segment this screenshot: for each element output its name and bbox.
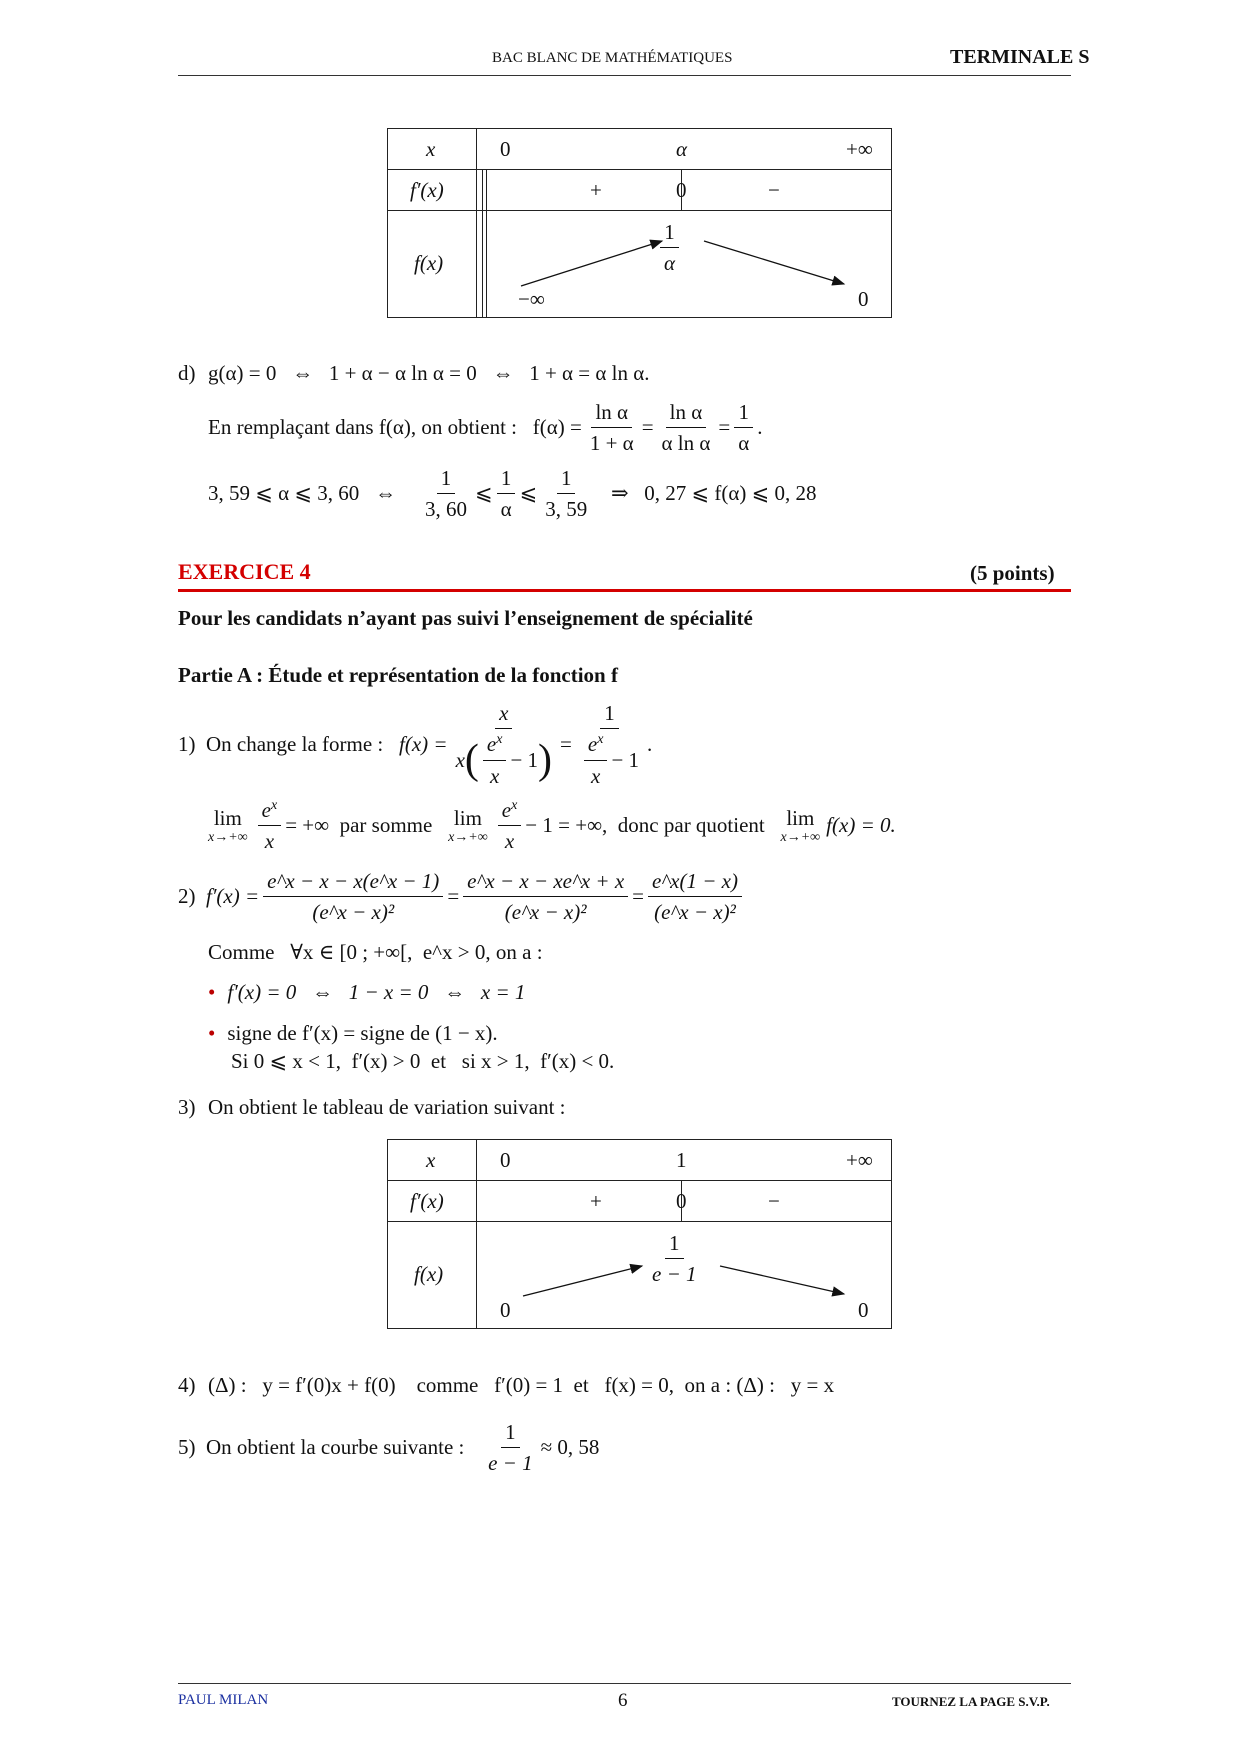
q1-limits: lim x→+∞ $\frac{e^x}{x}$ = +∞ par somme lim x→+∞ $\frac{e^x}{x}$ − 1 = +∞, donc par quotient lim x→+∞ f(x) = 0.	[208, 798, 896, 854]
t1-sign-plus: +	[590, 178, 602, 202]
t1-x-label: x	[426, 137, 436, 161]
header-title: BAC BLANC DE MATHÉMATIQUES	[492, 50, 733, 66]
q2-bullet2-line2: Si 0 ⩽ x < 1, f′(x) > 0 et si x > 1, f′(x) < 0.	[231, 1049, 615, 1073]
header-rule	[178, 75, 1071, 76]
q3-text: On obtient le tableau de variation suivant :	[208, 1095, 566, 1119]
variation-table-1	[387, 128, 892, 318]
t2-arrow-up	[523, 1266, 642, 1296]
t2-arrow-down	[720, 1266, 844, 1294]
t2-f-start: 0	[500, 1298, 511, 1322]
footer-right: TOURNEZ LA PAGE S.V.P.	[892, 1694, 1050, 1709]
t2-x-1: 1	[676, 1148, 687, 1172]
t2-f-top: $\frac{1}{e - 1}$	[652, 1231, 697, 1287]
footer-page: 6	[618, 1690, 628, 1711]
t1-f-top: $\frac{1}{\alpha}$	[656, 219, 683, 277]
partA-title: Partie A : Étude et représentation de la fonction f	[178, 663, 618, 687]
q1-line: 1) On change la forme : f(x) = x x ( $\frac{e^x}{x}$ − 1 ) = 1 $\frac{e^x}{x}$ − 1 .	[178, 701, 653, 788]
exercise-rule	[178, 589, 1071, 592]
t1-f-end: 0	[858, 287, 869, 311]
t2-f-end: 0	[858, 1298, 869, 1322]
d-line2: En remplaçant dans f(α), on obtient : f(α) = $\frac{\text{ln α}}{1 + \alpha}$ = $\frac{\text{ln α}}{\text{α ln α}}$ = $\frac{1}{\alpha}$ .	[208, 400, 763, 456]
exercise-points: (5 points)	[970, 561, 1055, 585]
t1-x-inf: +∞	[846, 137, 873, 161]
bullet-icon: •	[208, 980, 216, 1004]
t2-f-label: f(x)	[414, 1262, 444, 1286]
t1-fprime-label: f′(x)	[410, 178, 444, 202]
t1-sign-minus: −	[768, 178, 780, 202]
variation-table-2	[387, 1139, 892, 1329]
d-label: d)	[178, 361, 196, 385]
q2-bullet2: • signe de f′(x) = signe de (1 − x).	[208, 1021, 498, 1045]
t2-x-0: 0	[500, 1148, 511, 1172]
t2-fprime-label: f′(x)	[410, 1189, 444, 1213]
q2-bullet1: • f′(x) = 0 ⇔ 1 − x = 0 ⇔ x = 1	[208, 980, 526, 1004]
q5-line: 5) On obtient la courbe suivante : $\frac{1}{e - 1}$ ≈ 0, 58	[178, 1420, 600, 1476]
q4-label: 4)	[178, 1373, 196, 1397]
t2-sign-minus: −	[768, 1189, 780, 1213]
q3-label: 3)	[178, 1095, 196, 1119]
footer-author: PAUL MILAN	[178, 1692, 269, 1708]
t1-arrow-up	[521, 241, 662, 286]
t1-f-start: −∞	[518, 287, 545, 311]
d-line3: 3, 59 ⩽ α ⩽ 3, 60 ⇔ $\frac{1}{3, 60}$ ⩽ $\frac{1}{\alpha}$ ⩽ $\frac{1}{3, 59}$ ⇒ 0, 27 ⩽ f(α) ⩽ 0, 28	[208, 466, 817, 522]
footer-rule	[178, 1683, 1071, 1684]
q2-line: 2) f′(x) = $\frac{e\^{}x - x - x(e\^{}x - 1)}{\text{(e\textasciicircum{}x − x)²}}$ = $\frac{e\^{}x - x - xe\^{}x + x}{\text{(e\textasciicircum{}x − x)²}}$ = $\frac{e\^{}x(1 - x)}{\text{(e\textasciicircum{}x − x)²}}$	[178, 868, 746, 926]
t1-x-alpha: α	[676, 137, 688, 161]
exercise-subtitle: Pour les candidats n’ayant pas suivi l’enseignement de spécialité	[178, 606, 753, 630]
t1-f-label: f(x)	[414, 251, 444, 275]
d-line1: g(α) = 0 ⇔ 1 + α − α ln α = 0 ⇔ 1 + α = α ln α.	[208, 361, 650, 385]
q4-text: (Δ) : y = f′(0)x + f(0) comme f′(0) = 1 et f(x) = 0, on a : (Δ) : y = x	[208, 1373, 835, 1397]
header-right: TERMINALE S	[950, 46, 1090, 68]
t2-sign-zero: 0	[676, 1189, 687, 1213]
bullet-icon: •	[208, 1021, 216, 1045]
t2-arrows	[388, 1140, 891, 1328]
t1-sign-zero: 0	[676, 178, 687, 202]
t1-arrows	[388, 129, 891, 317]
t2-x-label: x	[426, 1148, 436, 1172]
t1-arrow-down	[704, 241, 844, 284]
exercise-title: EXERCICE 4	[178, 559, 311, 584]
t2-x-inf: +∞	[846, 1148, 873, 1172]
q2-comme: Comme ∀x ∈ [0 ; +∞[, e^x > 0, on a :	[208, 940, 543, 964]
t2-sign-plus: +	[590, 1189, 602, 1213]
t1-x-0: 0	[500, 137, 511, 161]
